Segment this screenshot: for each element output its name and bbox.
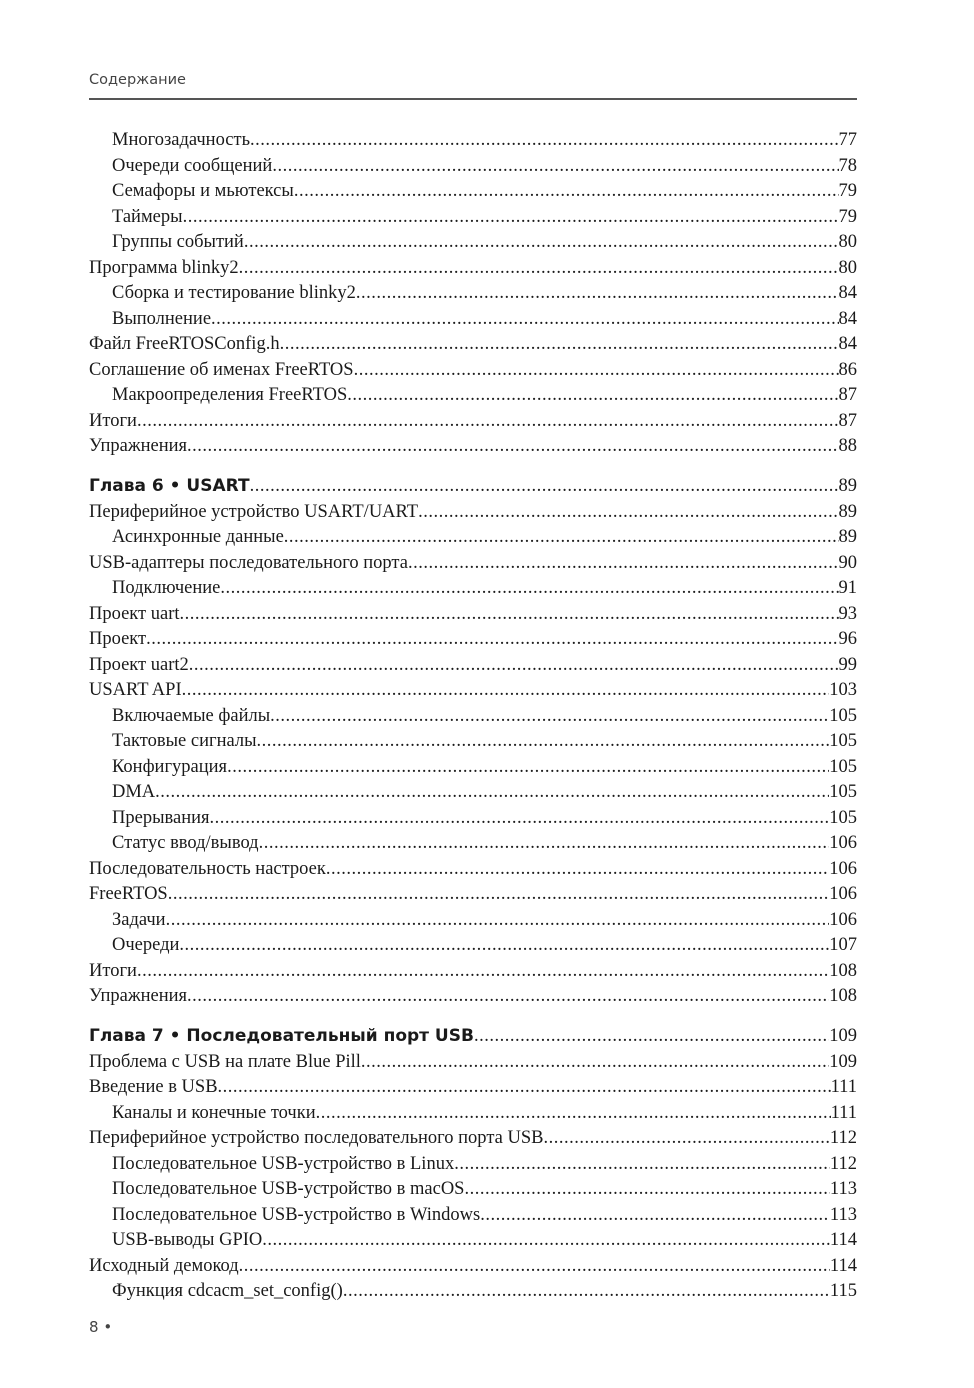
dot-leader — [257, 729, 830, 755]
dot-leader — [343, 1279, 830, 1305]
toc-chapter-entry[interactable] — [89, 1024, 857, 1050]
toc-entry-page: 86 — [838, 359, 857, 380]
dot-leader — [294, 179, 839, 205]
toc-entry-page: 93 — [838, 603, 857, 624]
toc-entry[interactable] — [89, 933, 857, 959]
dot-leader — [280, 332, 839, 358]
toc-entry-page: 105 — [829, 731, 857, 751]
toc-entry[interactable] — [89, 307, 857, 333]
toc-entry-title: Многозадачность — [112, 130, 251, 150]
toc-entry-title: Макроопределения FreeRTOS — [112, 385, 348, 405]
toc-entry[interactable] — [89, 525, 857, 551]
toc-entry-page: 109 — [829, 1026, 857, 1046]
toc-entry-page: 112 — [829, 1128, 857, 1148]
dot-leader — [259, 831, 830, 857]
toc-entry-page: 87 — [838, 385, 857, 405]
toc-entry-title: Проблема с USB на плате Blue Pill — [89, 1051, 361, 1072]
toc-entry-title: Проект uart — [89, 603, 180, 624]
dot-leader — [210, 806, 830, 832]
toc-entry[interactable] — [89, 627, 857, 653]
toc-entry[interactable] — [89, 1075, 857, 1101]
toc-entry-page: 77 — [838, 130, 857, 150]
dot-leader — [220, 576, 838, 602]
dot-leader — [543, 1126, 829, 1152]
toc-entry[interactable] — [89, 1101, 857, 1127]
toc-entry-title: Последовательное USB-устройство в Windows — [112, 1204, 481, 1225]
toc-entry[interactable] — [89, 383, 857, 409]
toc-entry-title: Подключение — [112, 578, 221, 598]
toc-entry-page: 105 — [829, 756, 857, 777]
toc-entry-title: Введение в USB — [89, 1077, 218, 1097]
dot-leader — [183, 205, 839, 231]
dot-leader — [408, 551, 839, 577]
toc-entry[interactable] — [89, 500, 857, 526]
toc-entry-page: 80 — [838, 257, 857, 278]
toc-entry[interactable] — [89, 576, 857, 602]
toc-entry-page: 106 — [829, 909, 857, 930]
dot-leader — [179, 933, 829, 959]
toc-entry-title: Файл FreeRTOSConfig.h — [89, 334, 280, 354]
toc-entry-title: Включаемые файлы — [112, 705, 271, 726]
toc-entry-title: Исходный демокод — [89, 1255, 239, 1276]
toc-entry[interactable] — [89, 678, 857, 704]
dot-leader — [270, 704, 829, 730]
toc-entry-title: Глава 6 • USART — [89, 476, 250, 496]
toc-entry[interactable] — [89, 959, 857, 985]
toc-entry-page: 84 — [838, 283, 857, 303]
toc-entry-title: Итоги — [89, 960, 137, 981]
toc-entry[interactable] — [89, 602, 857, 628]
toc-entry-title: Прерывания — [112, 807, 210, 828]
toc-entry-page: 108 — [829, 986, 857, 1006]
toc-entry-page: 111 — [830, 1102, 857, 1123]
toc-entry[interactable] — [89, 729, 857, 755]
toc-entry[interactable] — [89, 256, 857, 282]
toc-entry-page: 96 — [838, 629, 857, 649]
dot-leader — [211, 307, 838, 333]
toc-entry[interactable] — [89, 653, 857, 679]
toc-entry-page: 112 — [829, 1153, 857, 1174]
dot-leader — [227, 755, 829, 781]
dot-leader — [250, 474, 839, 500]
toc-entry-title: Статус ввод/вывод — [112, 833, 259, 853]
toc-entry[interactable] — [89, 205, 857, 231]
dot-leader — [480, 1203, 830, 1229]
toc-entry[interactable] — [89, 831, 857, 857]
dot-leader — [284, 525, 839, 551]
toc-entry-page: 114 — [829, 1230, 857, 1250]
toc-entry-title: Выполнение — [112, 308, 212, 329]
toc-entry[interactable] — [89, 434, 857, 460]
toc-entry-page: 113 — [829, 1179, 857, 1199]
dot-leader — [137, 959, 829, 985]
dot-leader — [218, 1075, 831, 1101]
dot-leader — [187, 434, 838, 460]
toc-entry-title: USB-адаптеры последовательного порта — [89, 552, 408, 573]
toc-entry[interactable] — [89, 128, 857, 154]
toc-entry-title: Проект uart2 — [89, 654, 189, 675]
toc-entry[interactable] — [89, 984, 857, 1010]
toc-entry-page: 91 — [838, 578, 857, 598]
toc-entry[interactable] — [89, 908, 857, 934]
toc-entry-page: 89 — [838, 501, 857, 522]
toc-entry-page: 109 — [829, 1051, 857, 1072]
toc-entry[interactable] — [89, 755, 857, 781]
toc-entry[interactable] — [89, 857, 857, 883]
dot-leader — [244, 230, 839, 256]
dot-leader — [464, 1177, 829, 1203]
footer-bullet: • — [103, 1318, 113, 1336]
toc-entry-page: 79 — [838, 181, 857, 201]
toc-entry[interactable] — [89, 1177, 857, 1203]
toc-entry-title: Конфигурация — [112, 756, 228, 777]
toc-entry[interactable] — [89, 780, 857, 806]
toc-entry-title: Таймеры — [112, 206, 183, 227]
toc-entry-page: 105 — [829, 782, 857, 802]
toc-entry-page: 106 — [829, 884, 857, 904]
dot-leader — [239, 1254, 830, 1280]
dot-leader — [354, 358, 839, 384]
dot-leader — [239, 256, 839, 282]
toc-entry[interactable] — [89, 409, 857, 435]
toc-entry-title: Последовательность настроек — [89, 858, 326, 879]
toc-entry-page: 89 — [838, 527, 857, 547]
dot-leader — [146, 627, 838, 653]
toc-entry-title: Очереди — [112, 935, 180, 955]
page-number: 8 — [89, 1318, 99, 1336]
toc-entry-page: 108 — [829, 960, 857, 981]
toc-entry-title: Упражнения — [89, 986, 188, 1006]
toc-entry-title: Асинхронные данные — [112, 527, 284, 547]
toc-entry[interactable] — [89, 551, 857, 577]
toc-entry-title: Функция cdcacm_set_config() — [112, 1281, 343, 1301]
dot-leader — [361, 1050, 829, 1076]
toc-entry-title: FreeRTOS — [89, 884, 168, 904]
dot-leader — [418, 500, 838, 526]
toc-entry[interactable] — [89, 358, 857, 384]
toc-entry-page: 79 — [838, 206, 857, 227]
dot-leader — [166, 908, 830, 934]
dot-leader — [155, 780, 829, 806]
toc-entry-page: 87 — [838, 410, 857, 431]
toc-entry-title: Итоги — [89, 410, 137, 431]
toc-entry-title: Программа blinky2 — [89, 257, 239, 278]
toc-entry-page: 80 — [838, 232, 857, 252]
toc-entry-page: 84 — [838, 308, 857, 329]
toc-entry[interactable] — [89, 1279, 857, 1305]
dot-leader — [168, 882, 830, 908]
toc-entry-title: Проект — [89, 629, 147, 649]
toc-entry-page: 114 — [829, 1255, 857, 1276]
toc-entry[interactable] — [89, 1126, 857, 1152]
toc-entry-title: Группы событий — [112, 232, 244, 252]
toc-entry[interactable] — [89, 806, 857, 832]
toc-entry-title: Глава 7 • Последовательный порт USB — [89, 1026, 474, 1046]
dot-leader — [272, 154, 838, 180]
toc-entry-page: 106 — [829, 833, 857, 853]
dot-leader — [187, 984, 829, 1010]
dot-leader — [316, 1101, 831, 1127]
toc-entry-title: Упражнения — [89, 436, 188, 456]
toc-entry-page: 99 — [838, 654, 857, 675]
toc-entry-page: 105 — [829, 807, 857, 828]
dot-leader — [180, 602, 839, 628]
toc-entry-title: Задачи — [112, 909, 166, 930]
dot-leader — [182, 678, 830, 704]
dot-leader — [454, 1152, 830, 1178]
toc-entry[interactable] — [89, 179, 857, 205]
toc-entry-page: 115 — [829, 1281, 857, 1301]
table-of-contents — [89, 128, 857, 1305]
dot-leader — [262, 1228, 830, 1254]
toc-entry-title: Соглашение об именах FreeRTOS — [89, 359, 354, 380]
toc-entry-title: Сборка и тестирование blinky2 — [112, 283, 356, 303]
toc-entry-page: 103 — [829, 680, 857, 700]
toc-entry-title: Очереди сообщений — [112, 155, 273, 176]
dot-leader — [189, 653, 839, 679]
toc-entry-page: 88 — [838, 436, 857, 456]
toc-entry[interactable] — [89, 1254, 857, 1280]
toc-entry-title: Тактовые сигналы — [112, 731, 257, 751]
page-footer — [89, 1318, 112, 1336]
header-rule — [89, 98, 857, 100]
toc-entry[interactable] — [89, 1050, 857, 1076]
toc-entry-title: DMA — [112, 782, 156, 802]
dot-leader — [137, 409, 839, 435]
toc-entry[interactable] — [89, 230, 857, 256]
toc-entry-title: Последовательное USB-устройство в Linux — [112, 1153, 455, 1174]
toc-entry[interactable] — [89, 1152, 857, 1178]
toc-entry-title: USART API — [89, 680, 182, 700]
toc-entry-page: 105 — [829, 705, 857, 726]
toc-entry-title: Каналы и конечные точки — [112, 1102, 316, 1123]
toc-entry[interactable] — [89, 332, 857, 358]
toc-entry[interactable] — [89, 281, 857, 307]
dot-leader — [250, 128, 838, 154]
toc-entry-page: 78 — [838, 155, 857, 176]
toc-entry[interactable] — [89, 1228, 857, 1254]
toc-entry-title: Семафоры и мьютексы — [112, 181, 294, 201]
toc-entry-page: 106 — [829, 858, 857, 879]
toc-entry-title: Последовательное USB-устройство в macOS — [112, 1179, 465, 1199]
toc-entry-title: USB-выводы GPIO — [112, 1230, 263, 1250]
toc-entry[interactable] — [89, 704, 857, 730]
toc-entry[interactable] — [89, 154, 857, 180]
toc-entry-page: 89 — [838, 476, 857, 496]
toc-entry[interactable] — [89, 882, 857, 908]
toc-entry-page: 111 — [830, 1077, 857, 1097]
running-header: Содержание — [89, 72, 186, 88]
toc-entry-title: Периферийное устройство USART/UART — [89, 501, 419, 522]
dot-leader — [474, 1024, 829, 1050]
toc-entry-title: Периферийное устройство последовательного порта USB — [89, 1128, 544, 1148]
dot-leader — [326, 857, 829, 883]
toc-chapter-entry[interactable] — [89, 474, 857, 500]
dot-leader — [356, 281, 839, 307]
toc-entry[interactable] — [89, 1203, 857, 1229]
toc-entry-page: 84 — [838, 334, 857, 354]
dot-leader — [347, 383, 838, 409]
toc-entry-page: 113 — [829, 1204, 857, 1225]
toc-entry-page: 107 — [829, 935, 857, 955]
toc-entry-page: 90 — [838, 552, 857, 573]
